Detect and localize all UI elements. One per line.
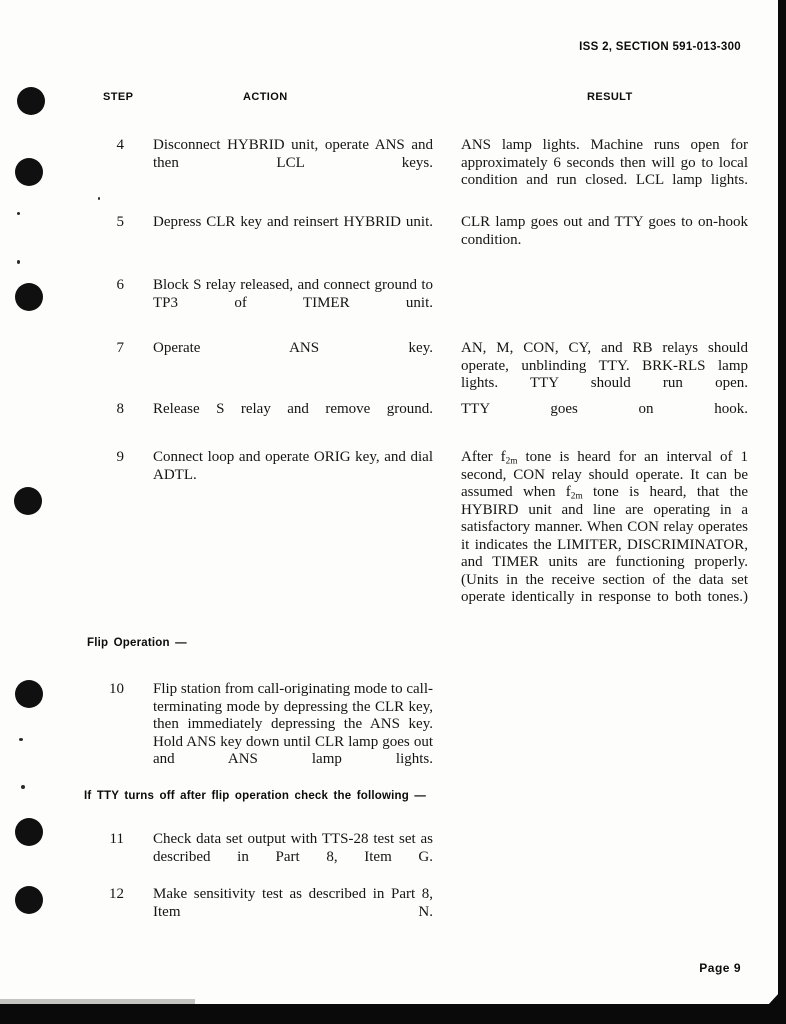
- step-number: 5: [116, 214, 124, 230]
- punch-hole-mark: [15, 283, 43, 311]
- step-number: 7: [116, 340, 124, 356]
- step-result: ANS lamp lights. Machine runs open for approximately 6 seconds then will go to local condition and run closed. LCL lamp lights.: [461, 137, 748, 188]
- step-action: Depress CLR key and reinsert HYBRID unit.: [153, 214, 433, 230]
- punch-hole-mark: [15, 886, 43, 914]
- step-number: 6: [116, 277, 124, 293]
- step-action: Connect loop and operate ORIG key, and dial ADTL.: [153, 449, 433, 483]
- column-header-action: ACTION: [243, 91, 288, 103]
- step-action: Check data set output with TTS-28 test set as described in Part 8, Item G.: [153, 831, 433, 865]
- scan-speck: [17, 212, 20, 215]
- step-result: AN, M, CON, CY, and RB relays should operate, unblinding TTY. BRK-RLS lamp lights. TTY should run open.: [461, 340, 748, 391]
- scan-speck: [17, 260, 20, 264]
- punch-hole-mark: [17, 87, 45, 115]
- step-action: Block S relay released, and connect ground to TP3 of TIMER unit.: [153, 277, 433, 311]
- step-action: Disconnect HYBRID unit, operate ANS and then LCL keys.: [153, 137, 433, 171]
- column-header-result: RESULT: [587, 91, 633, 103]
- step-result: After $f_{2m}$ tone is heard for an interval of 1 second, CON relay should operate. It can be assumed when $f_{2m}$ tone is heard, that the HYBIRD unit and line are operating in a satisfactory manner. When CON relay operates it indicates the LIMITER, DISCRIMINATOR, and TIMER units are functioning properly. (Units in the receive section of the data set operate identically in response to both tones.): [461, 449, 748, 605]
- step-action: Flip station from call-originating mode to call-terminating mode by depressing the CLR key, then immediately depressing the ANS key. Hold ANS key down until CLR lamp goes out and ANS lamp lights.: [153, 681, 433, 767]
- step-result: [461, 277, 748, 295]
- column-header-step: STEP: [103, 91, 134, 103]
- page-number: Page 9: [699, 961, 741, 975]
- scan-edge-right: [778, 0, 786, 1024]
- step-number: 10: [109, 681, 124, 697]
- step-action: Make sensitivity test as described in Part 8, Item N.: [153, 886, 433, 920]
- section-heading-tty-check: If TTY turns off after flip operation check the following —: [84, 790, 427, 802]
- step-number: 11: [109, 831, 124, 847]
- section-heading-flip-operation: Flip Operation —: [87, 637, 187, 649]
- punch-hole-mark: [15, 158, 43, 186]
- step-number: 8: [116, 401, 124, 417]
- punch-hole-mark: [14, 487, 42, 515]
- scan-speck: [19, 738, 23, 741]
- scan-edge-bottom: [0, 1004, 786, 1024]
- step-number: 12: [109, 886, 124, 902]
- scan-speck: [21, 785, 25, 789]
- punch-hole-mark: [15, 680, 43, 708]
- step-number: 4: [116, 137, 124, 153]
- step-action: Release S relay and remove ground.: [153, 401, 433, 417]
- step-action: Operate ANS key.: [153, 340, 433, 356]
- scan-speck: [98, 197, 100, 200]
- section-reference: ISS 2, SECTION 591-013-300: [579, 41, 741, 53]
- step-result: TTY goes on hook.: [461, 401, 748, 417]
- punch-hole-mark: [15, 818, 43, 846]
- step-result: CLR lamp goes out and TTY goes to on-hook condition.: [461, 214, 748, 248]
- step-number: 9: [116, 449, 124, 465]
